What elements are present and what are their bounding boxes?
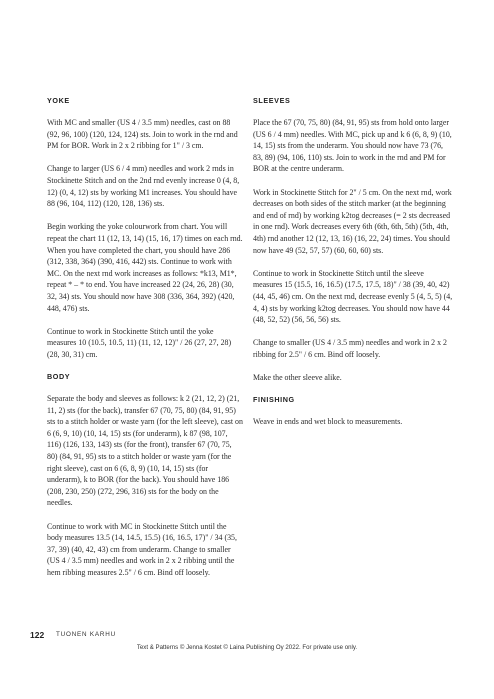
- yoke-paragraph: With MC and smaller (US 4 / 3.5 mm) needles, cast on 88 (92, 96, 100) (120, 124, 124) sts. Join to work in the rnd and PM for BOR. Work in 2 x 2 ribbing for 1" / 3 cm.: [47, 118, 238, 151]
- sleeves-paragraph: Place the 67 (70, 75, 80) (84, 91, 95) sts from hold onto larger (US 6 / 4 mm) needles. With MC, pick up and k 6 (6, 8, 9) (10, 14, 15) sts from the underarm. You should now have 73 (76, 83, 89) (94, 106, 110) sts. Join to work in the rnd and PM for BOR at the centre underarm.: [253, 118, 452, 174]
- body-heading: BODY: [47, 372, 71, 382]
- right-column: [253, 96, 453, 439]
- sleeves-paragraph: Work in Stockinette Stitch for 2" / 5 cm. On the next rnd, work decreases on both sides of the stitch marker (at the beginning and end of rnd) by working k2tog decreases (= 2 sts decreased in one rnd). Work decreases every 6th (6th, 6th, 5th) (5th, 4th, 4th) rnd another 12 (12, 13, 16) (16, 22, 24) times. You should now have 49 (52, 57, 57) (60, 60, 60) sts.: [253, 187, 452, 255]
- body-section: [47, 372, 243, 579]
- yoke-paragraph: Change to larger (US 6 / 4 mm) needles and work 2 rnds in Stockinette Stitch and on the 2nd rnd evenly increase 0 (4, 8, 12) (0, 4, 12) sts by working M1 increases. You should have 88 (96, 104, 112) (120, 128, 136) sts.: [47, 164, 240, 209]
- footer-brand: TUONEN KARHU: [56, 631, 116, 638]
- yoke-section: [47, 96, 243, 360]
- left-column: [47, 96, 243, 590]
- yoke-heading: YOKE: [47, 96, 70, 105]
- yoke-paragraph: Continue to work in Stockinette Stitch until the yoke measures 10 (10.5, 10.5, 11) (11, 12, 12)" / 26 (27, 27, 28) (28, 30, 31) cm.: [47, 326, 232, 359]
- finishing-heading: FINISHING: [253, 395, 295, 405]
- sleeves-paragraph: Make the other sleeve alike.: [253, 373, 342, 383]
- sleeves-section: [253, 96, 453, 384]
- sleeves-paragraph: Change to smaller (US 4 / 3.5 mm) needles and work in 2 x 2 ribbing for 2.5" / 6 cm. Bind off loosely.: [253, 338, 447, 359]
- finishing-section: [253, 395, 453, 428]
- body-paragraph: Separate the body and sleeves as follows: k 2 (21, 12, 2) (21, 11, 2) sts (for the back), transfer 67 (70, 75, 80) (84, 91, 95) sts to a stitch holder or waste yarn (for the left sleeve), cast on 6 (6, 9, 10) (10, 14, 15) sts (for underarm), k 87 (98, 107, 116) (126, 133, 143) sts (for the front), transfer 67 (70, 75, 80) (84, 91, 95) sts to a stitch holder or waste yarn (for the right sleeve), cast on 6 (6, 8, 9) (10, 14, 15) sts (for underarm), k to BOR (for the back). You should have 186 (208, 230, 250) (272, 296, 316) sts for the body on the needles.: [47, 394, 243, 508]
- yoke-paragraph: Begin working the yoke colourwork from chart. You will repeat the chart 11 (12, 13, 14) (15, 16, 17) times on each rnd. When you have completed the chart, you should have 286 (312, 338, 364) (390, 416, 442) sts. Continue to work with MC. On the next rnd work increases as follows: *k13, M1*, repeat * – * to end. You have increased 22 (24, 26, 28) (30, 32, 34) sts. You should now have 308 (336, 364, 392) (420, 448, 476) sts.: [47, 222, 243, 313]
- finishing-paragraph: Weave in ends and wet block to measurements.: [253, 417, 403, 427]
- page-number: 122: [30, 630, 45, 640]
- copyright-notice: Text & Patterns © Jenna Kostet © Laina Publishing Oy 2022. For private use only.: [136, 644, 358, 651]
- body-paragraph: Continue to work with MC in Stockinette Stitch until the body measures 13.5 (14, 14.5, 15.5) (16, 16.5, 17)" / 34 (35, 37, 39) (40, 42, 43) cm from underarm. Change to smaller (US 4 / 3.5 mm) needles and work in 2 x 2 ribbing until the hem ribbing measures 2.5" / 6 cm. Bind off loosely.: [47, 521, 237, 577]
- sleeves-paragraph: Continue to work in Stockinette Stitch until the sleeve measures 15 (15.5, 16, 16.5) (17.5, 17.5, 18)" / 38 (39, 40, 42) (44, 45, 46) cm. On the next rnd, decrease evenly 5 (4, 5, 5) (4, 4, 4) sts by working k2tog decreases. You should now have 44 (48, 52, 52) (56, 56, 56) sts.: [253, 268, 453, 325]
- sleeves-heading: SLEEVES: [253, 96, 291, 105]
